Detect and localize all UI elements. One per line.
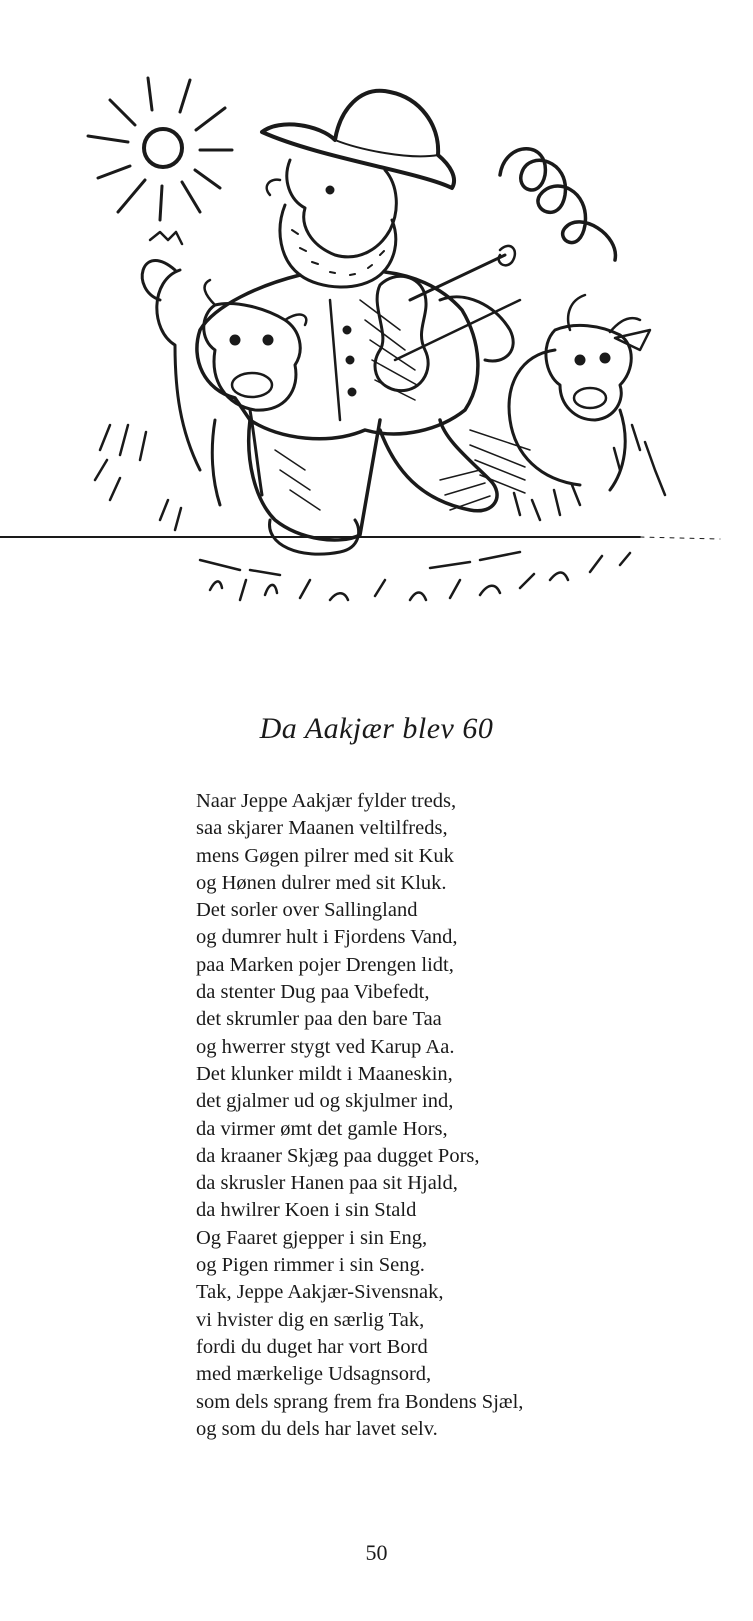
hat [262,91,454,188]
poem-line: da stenter Dug paa Vibefedt, [196,981,430,1004]
page-number: 50 [365,1540,388,1565]
poem-line: Det sorler over Sallingland [196,899,418,922]
poem-line: paa Marken pojer Drengen lidt, [196,953,454,976]
poem-line: og dumrer hult i Fjordens Vand, [196,926,458,949]
right-cow [509,295,650,490]
poem-line: da skrusler Hanen paa sit Hjald, [196,1172,458,1195]
poem-line: som dels sprang frem fra Bondens Sjæl, [196,1390,524,1413]
fiddler-legs [249,420,497,540]
poem-line: Det klunker mildt i Maaneskin, [196,1062,453,1085]
illustration-fiddler-with-cows [0,0,753,640]
poem-body [196,788,736,1443]
poem-line: Og Faaret gjepper i sin Eng, [196,1226,428,1249]
cloud-scribble [500,149,615,260]
poem-line: og hwerrer stygt ved Karup Aa. [196,1035,455,1058]
face [287,160,396,257]
poem-line: mens Gøgen pilrer med sit Kuk [196,844,454,867]
poem-line: det skrumler paa den bare Taa [196,1008,442,1031]
poem-line: da hwilrer Koen i sin Stald [196,1199,417,1222]
left-cow [142,232,306,505]
fiddler-body [197,272,478,439]
poem-line: og som du dels har lavet selv. [196,1417,438,1440]
poem-title: Da Aakjær blev 60 [259,712,494,745]
poem-line: vi hvister dig en særlig Tak, [196,1308,425,1331]
poem-line: Tak, Jeppe Aakjær-Sivensnak, [196,1281,444,1304]
poem-line: det gjalmer ud og skjulmer ind, [196,1090,454,1113]
poem-line: fordi du duget har vort Bord [196,1335,428,1358]
poem-line: saa skjarer Maanen veltilfreds, [196,817,448,840]
poem-line: og Hønen dulrer med sit Kluk. [196,871,447,894]
fiddle-bow [395,300,520,360]
poem-line: da virmer ømt det gamle Hors, [196,1117,448,1140]
ground-grass [95,425,665,600]
poem-line: med mærkelige Udsagnsord, [196,1363,432,1386]
poem-line: Naar Jeppe Aakjær fylder treds, [196,790,457,812]
poem-line: da kraaner Skjæg paa dugget Pors, [196,1144,480,1167]
poem-line: og Pigen rimmer i sin Seng. [196,1254,425,1277]
fiddle [375,276,428,390]
sun-icon [88,78,232,220]
